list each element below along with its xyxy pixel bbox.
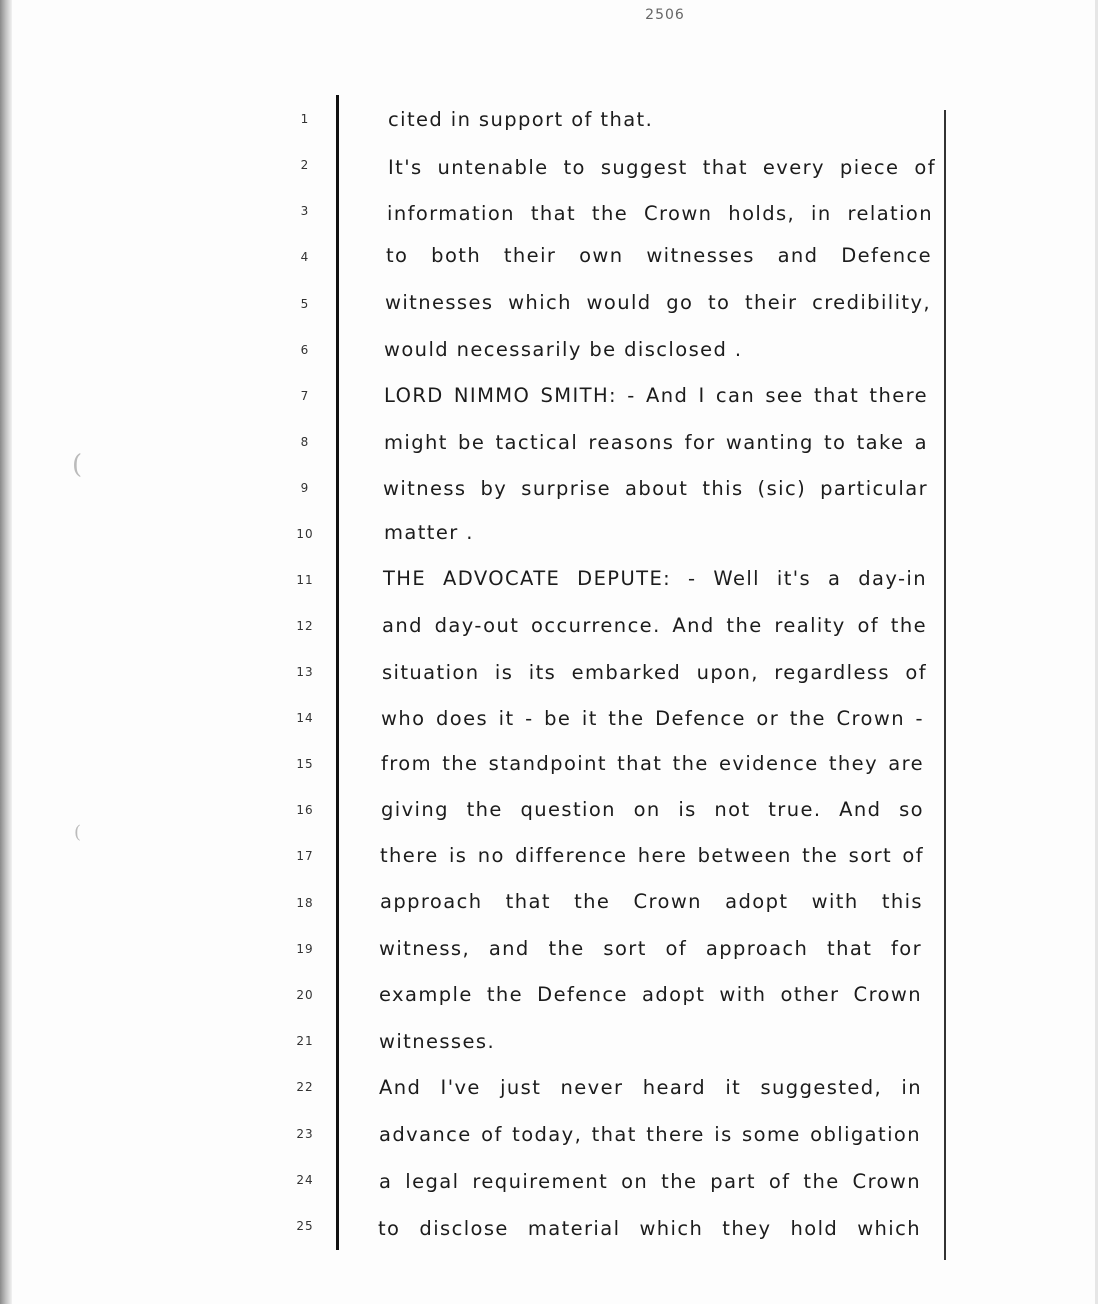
line-number: 12 <box>296 619 314 633</box>
line-number: 9 <box>300 481 310 495</box>
line-number: 7 <box>300 389 310 403</box>
line-number: 1 <box>300 112 310 126</box>
transcript-line: witness by surprise about this (sic) particular <box>383 477 928 500</box>
transcript-line: who does it - be it the Defence or the Crown - <box>381 707 924 730</box>
transcript-line: witness, and the sort of approach that for <box>379 937 922 960</box>
line-number: 8 <box>300 435 310 449</box>
line-number: 23 <box>296 1127 314 1141</box>
transcript-line: to disclose material which they hold which <box>378 1217 921 1240</box>
binder-hole-mark: ( <box>72 450 83 480</box>
transcript-line: witnesses which would go to their credibility, <box>385 291 931 314</box>
line-number: 11 <box>296 573 314 587</box>
transcript-line: matter . <box>384 521 474 544</box>
line-number: 14 <box>296 711 314 725</box>
line-number: 20 <box>296 988 314 1002</box>
line-number: 15 <box>296 757 314 771</box>
transcript-line: to both their own witnesses and Defence <box>386 244 932 267</box>
transcript-line: situation is its embarked upon, regardless of <box>382 661 927 684</box>
transcript-line: THE ADVOCATE DEPUTE: - Well it's a day-in <box>383 567 927 590</box>
binder-hole-mark: ( <box>74 822 82 843</box>
transcript-line: and day-out occurrence. And the reality of the <box>382 614 927 637</box>
scan-shadow-edge <box>0 0 12 1304</box>
line-number: 21 <box>296 1034 314 1048</box>
transcript-line: And I've just never heard it suggested, in <box>379 1076 922 1099</box>
line-number: 22 <box>296 1080 314 1094</box>
transcript-line: LORD NIMMO SMITH: - And I can see that there <box>384 384 928 407</box>
transcript-line: might be tactical reasons for wanting to take a <box>384 431 928 454</box>
transcript-line: a legal requirement on the part of the Crown <box>379 1170 921 1193</box>
line-number: 3 <box>300 204 310 218</box>
transcript-line: advance of today, that there is some obligation <box>379 1123 921 1146</box>
transcript-line: It's untenable to suggest that every piece of <box>388 156 936 179</box>
line-number: 19 <box>296 942 314 956</box>
transcript-line: cited in support of that. <box>388 108 654 131</box>
line-number: 18 <box>296 896 314 910</box>
transcript-line: witnesses. <box>379 1030 496 1053</box>
transcript-line: approach that the Crown adopt with this <box>380 890 923 913</box>
line-number: 25 <box>296 1219 314 1233</box>
line-number: 4 <box>300 250 310 264</box>
right-margin-rule <box>944 110 946 1260</box>
transcript-line: information that the Crown holds, in relation <box>387 202 933 225</box>
line-number: 24 <box>296 1173 314 1187</box>
transcript-line: from the standpoint that the evidence they are <box>381 752 924 775</box>
line-number: 10 <box>296 527 314 541</box>
line-number: 2 <box>300 158 310 172</box>
transcript-line: there is no difference here between the sort of <box>380 844 924 867</box>
line-number: 5 <box>300 297 310 311</box>
line-number: 13 <box>296 665 314 679</box>
line-number: 6 <box>300 343 310 357</box>
transcript-line: giving the question on is not true. And so <box>381 798 924 821</box>
line-number: 16 <box>296 803 314 817</box>
line-number: 17 <box>296 849 314 863</box>
transcript-line: would necessarily be disclosed . <box>384 338 743 361</box>
page-number: 2506 <box>645 7 685 23</box>
transcript-line: example the Defence adopt with other Crown <box>379 983 922 1006</box>
